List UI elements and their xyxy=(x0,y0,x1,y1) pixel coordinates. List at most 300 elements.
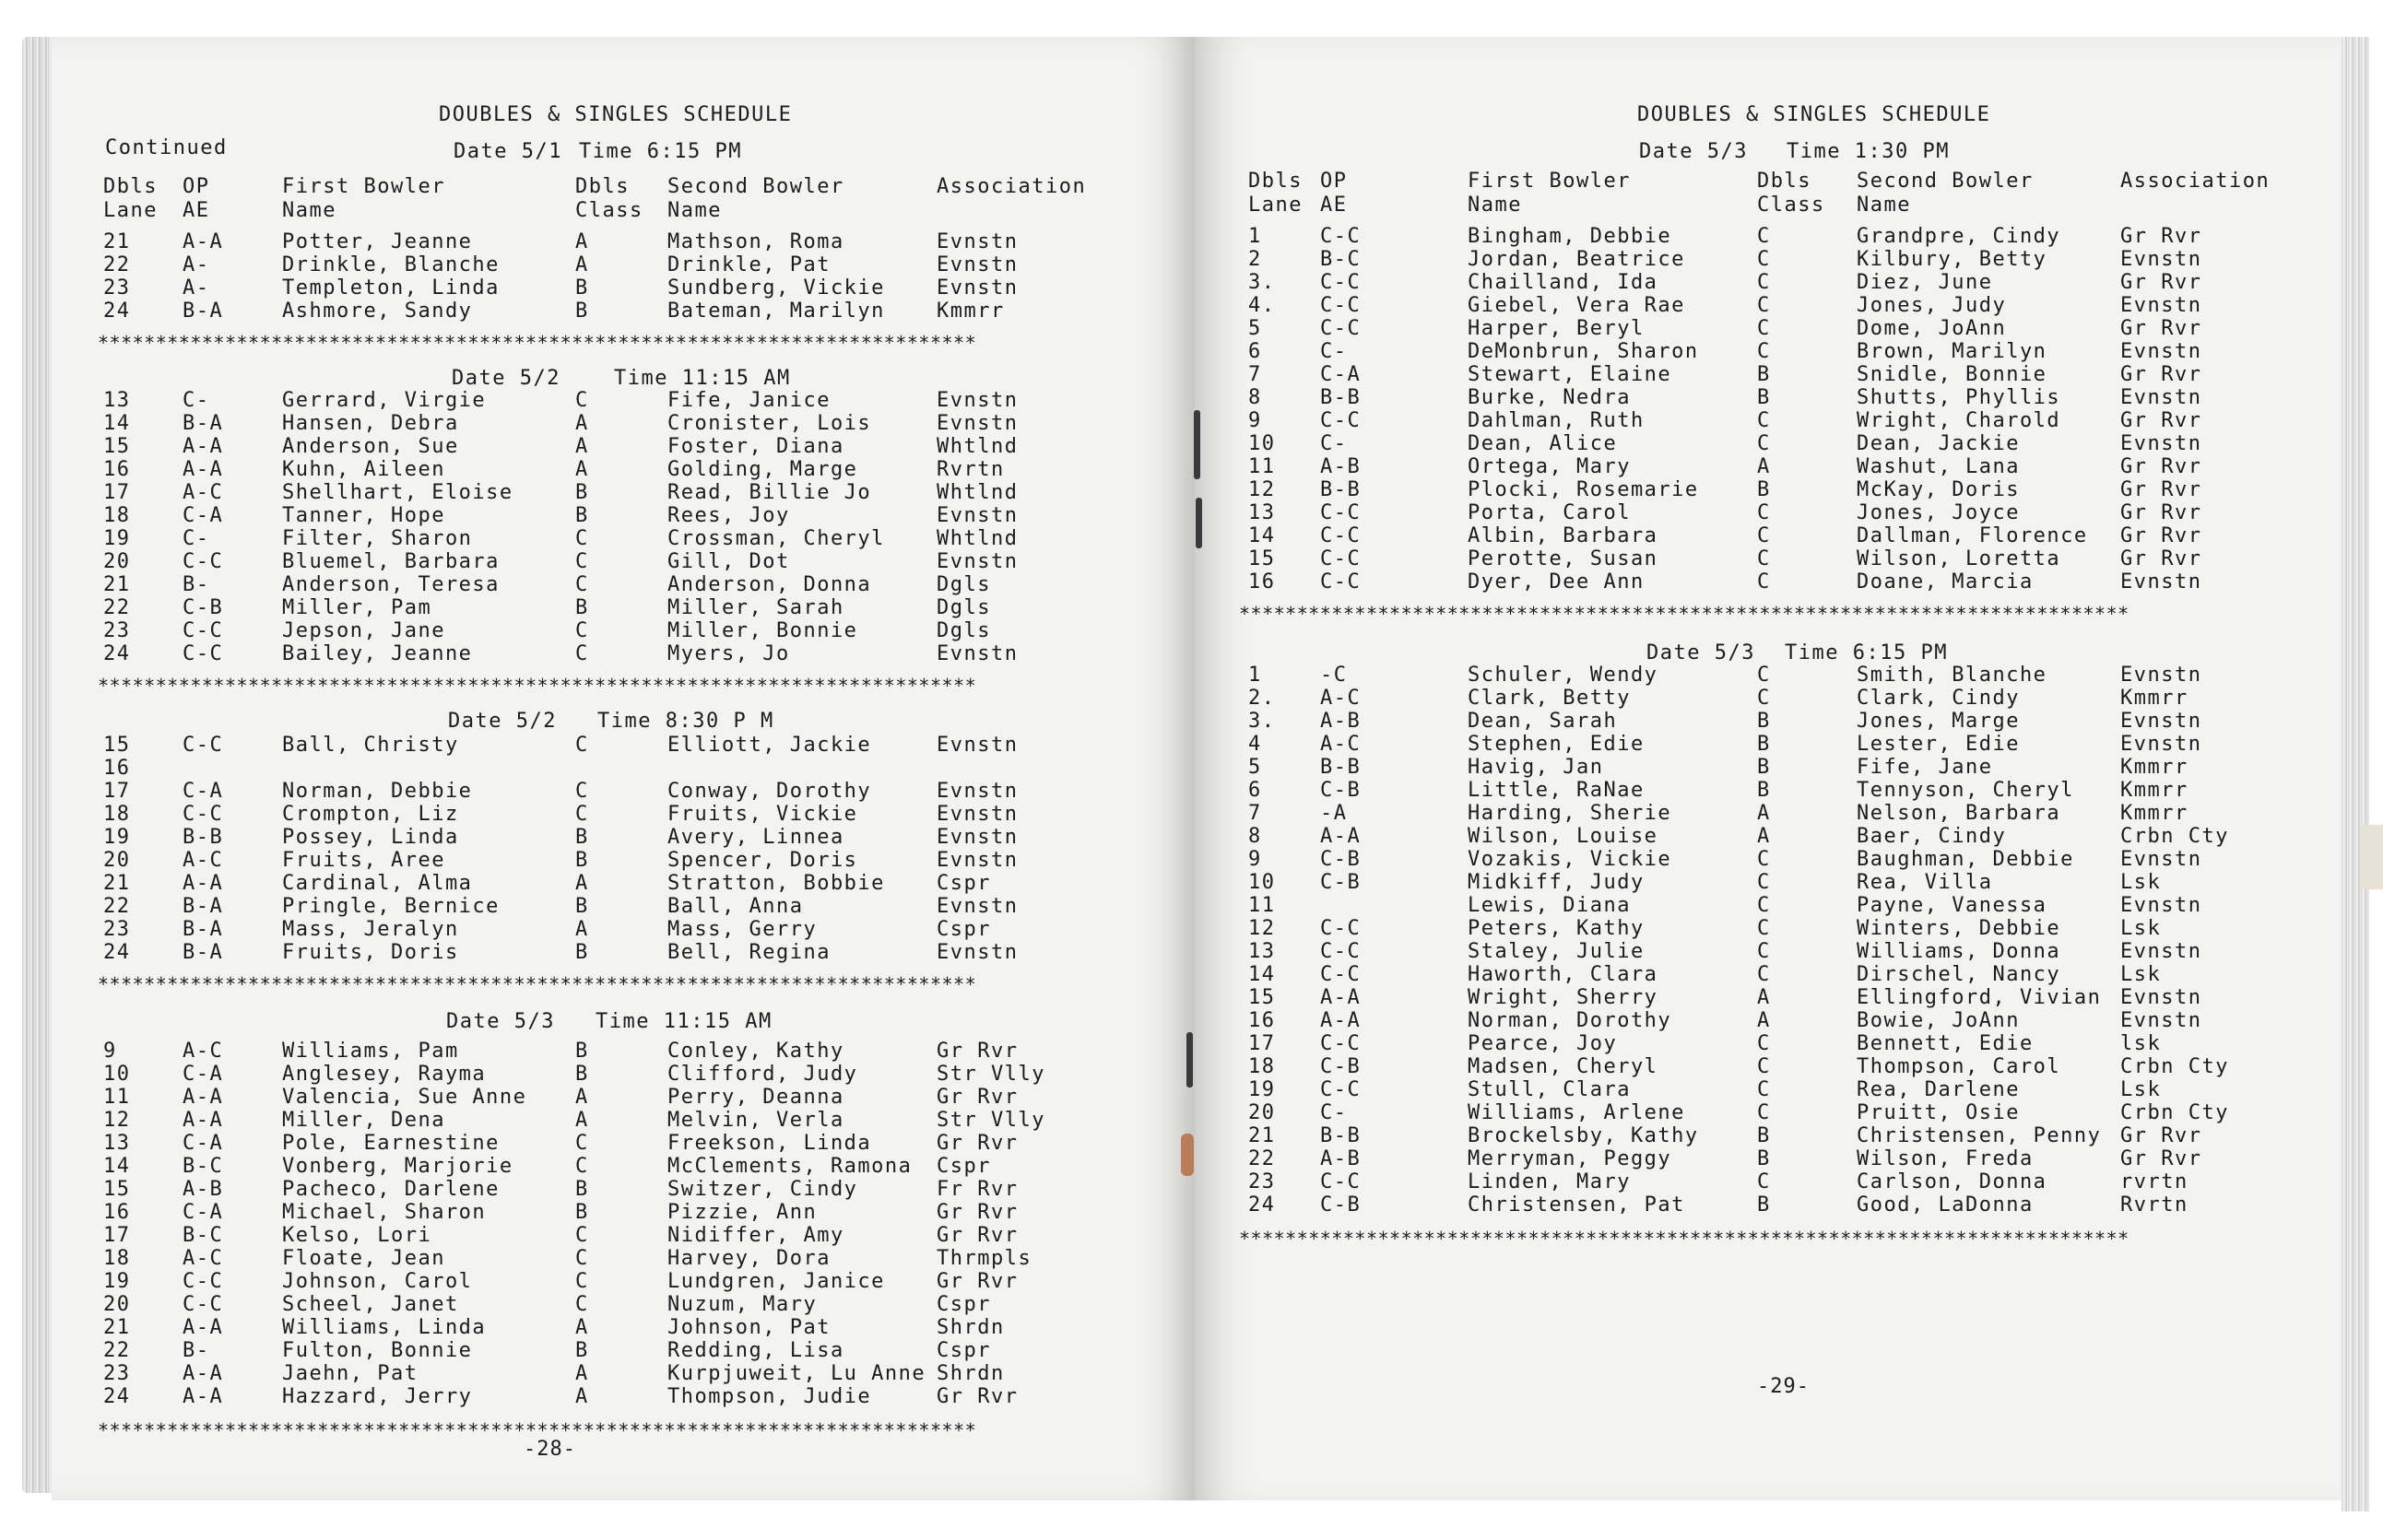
cell-assoc: Cspr xyxy=(937,1155,991,1178)
cell-second: Fruits, Vickie xyxy=(667,803,858,826)
cell-assoc: Crbn Cty xyxy=(2120,1055,2229,1078)
cell-cls: A xyxy=(1757,1009,1771,1032)
cell-first: Pole, Earnestine xyxy=(282,1132,500,1155)
cell-first: Kuhn, Aileen xyxy=(282,458,445,481)
cell-second: Brown, Marilyn xyxy=(1857,340,2047,363)
cell-op: C-C xyxy=(1320,963,1362,986)
schedule-row xyxy=(52,1063,1158,1086)
cell-first: Lewis, Diana xyxy=(1468,894,1631,917)
cell-first: Clark, Betty xyxy=(1468,687,1631,710)
cell-second: Johnson, Pat xyxy=(667,1316,831,1339)
cell-first: Staley, Julie xyxy=(1468,940,1645,963)
schedule-row xyxy=(52,596,1158,619)
cell-assoc: Evnstn xyxy=(2120,294,2202,317)
cell-first: Norman, Dorothy xyxy=(1468,1009,1672,1032)
cell-lane: 11 xyxy=(103,1086,131,1109)
cell-lane: 22 xyxy=(103,1339,131,1362)
cell-second: Bennett, Edie xyxy=(1857,1032,2034,1055)
col-header-op-line1: OP xyxy=(183,175,210,198)
cell-lane: 13 xyxy=(103,1132,131,1155)
cell-assoc: Cspr xyxy=(937,918,991,941)
cell-cls: A xyxy=(575,1362,589,1385)
cell-second: Rees, Joy xyxy=(667,504,790,527)
schedule-row xyxy=(52,1293,1158,1316)
cell-lane: 1 xyxy=(1248,225,1262,248)
cell-lane: 21 xyxy=(103,230,131,253)
cell-first: Anderson, Sue xyxy=(282,435,459,458)
cell-second: Rea, Villa xyxy=(1857,871,1993,894)
cell-lane: 2. xyxy=(1248,687,1276,710)
schedule-row xyxy=(52,826,1158,849)
cell-first: Hansen, Debra xyxy=(282,412,459,435)
cell-first: Havig, Jan xyxy=(1468,756,1604,779)
cell-first: Williams, Pam xyxy=(282,1040,459,1063)
schedule-row xyxy=(52,573,1158,596)
cell-cls: C xyxy=(1757,225,1771,248)
cell-assoc: Evnstn xyxy=(2120,432,2202,455)
cell-second: Smith, Blanche xyxy=(1857,664,2047,687)
cell-lane: 21 xyxy=(1248,1124,1276,1147)
cell-assoc: Evnstn xyxy=(2120,386,2202,409)
cell-op: C-A xyxy=(183,1063,224,1086)
cell-op: C-C xyxy=(1320,225,1362,248)
staple-top xyxy=(1194,410,1200,479)
cell-op: C-A xyxy=(1320,363,1362,386)
schedule-row xyxy=(52,803,1158,826)
cell-op: C-C xyxy=(183,1293,224,1316)
cell-assoc: Evnstn xyxy=(2120,940,2202,963)
cell-assoc: Evnstn xyxy=(937,504,1019,527)
cell-cls: B xyxy=(575,300,589,323)
cell-cls: B xyxy=(575,941,589,964)
cell-second: Stratton, Bobbie xyxy=(667,872,885,895)
cell-second: Shutts, Phyllis xyxy=(1857,386,2061,409)
cell-cls: C xyxy=(575,803,589,826)
col-header-class xyxy=(575,175,643,223)
page-29 xyxy=(1195,37,2342,1500)
cell-op: B-A xyxy=(183,300,224,323)
cell-op: C-A xyxy=(183,1201,224,1224)
cell-second: Diez, June xyxy=(1857,271,1993,294)
section-date: Date 5/2 xyxy=(448,710,557,733)
cell-second: Harvey, Dora xyxy=(667,1247,831,1270)
col-header-second-line1: Second Bowler xyxy=(1857,170,2034,193)
cell-first: Haworth, Clara xyxy=(1468,963,1658,986)
schedule-row xyxy=(52,1201,1158,1224)
cell-second: Washut, Lana xyxy=(1857,455,2020,478)
schedule-row xyxy=(52,941,1158,964)
cell-second: Fife, Jane xyxy=(1857,756,1993,779)
cell-cls: A xyxy=(575,230,589,253)
cell-cls: B xyxy=(1757,779,1771,802)
cell-cls: B xyxy=(1757,478,1771,501)
asterisk-divider: ***************************************************************************** xyxy=(1239,1228,2129,1250)
cell-lane: 4 xyxy=(1248,733,1262,756)
cell-first: Anglesey, Rayma xyxy=(282,1063,487,1086)
asterisk-divider: **************************************************************************** xyxy=(98,1419,977,1441)
cell-first: DeMonbrun, Sharon xyxy=(1468,340,1699,363)
cell-op: C-C xyxy=(183,642,224,665)
cell-op: C-C xyxy=(1320,524,1362,547)
cell-assoc: Gr Rvr xyxy=(2120,1124,2202,1147)
cell-lane: 18 xyxy=(103,803,131,826)
schedule-row xyxy=(52,1247,1158,1270)
cell-assoc: Evnstn xyxy=(2120,710,2202,733)
cell-lane: 15 xyxy=(103,734,131,757)
cell-first: Chailland, Ida xyxy=(1468,271,1658,294)
cell-assoc: Gr Rvr xyxy=(937,1201,1019,1224)
cell-first: Albin, Barbara xyxy=(1468,524,1658,547)
col-header-lane-line2: Lane xyxy=(1248,194,1303,217)
cell-cls: C xyxy=(575,527,589,550)
right-page-edges xyxy=(2342,37,2369,1511)
cell-second: Spencer, Doris xyxy=(667,849,858,872)
cell-assoc: Kmmrr xyxy=(937,300,1005,323)
cell-op: C-C xyxy=(183,1270,224,1293)
cell-cls: C xyxy=(575,642,589,665)
cell-first: Bluemel, Barbara xyxy=(282,550,500,573)
cell-second: Gill, Dot xyxy=(667,550,790,573)
cell-cls: C xyxy=(1757,524,1771,547)
cell-first: Little, RaNae xyxy=(1468,779,1645,802)
schedule-row xyxy=(52,619,1158,642)
cell-cls: A xyxy=(575,412,589,435)
schedule-row xyxy=(1195,225,2301,248)
schedule-row xyxy=(1195,1032,2301,1055)
cell-lane: 20 xyxy=(103,550,131,573)
cell-first: Potter, Jeanne xyxy=(282,230,473,253)
cell-second: Mass, Gerry xyxy=(667,918,818,941)
cell-op: C-B xyxy=(1320,779,1362,802)
cell-op: A- xyxy=(183,253,210,276)
cell-cls: C xyxy=(575,550,589,573)
cell-assoc: Evnstn xyxy=(937,895,1019,918)
cell-cls: C xyxy=(1757,1101,1771,1124)
cell-op: A-A xyxy=(183,230,224,253)
schedule-row xyxy=(1195,917,2301,940)
cell-op: C-A xyxy=(183,1132,224,1155)
cell-second: Dirschel, Nancy xyxy=(1857,963,2061,986)
cell-op: C-C xyxy=(1320,1170,1362,1193)
cell-second: Miller, Sarah xyxy=(667,596,844,619)
cell-first: Porta, Carol xyxy=(1468,501,1631,524)
cell-op: C-C xyxy=(1320,409,1362,432)
asterisk-divider: **************************************************************************** xyxy=(98,332,977,354)
cell-cls: B xyxy=(1757,733,1771,756)
schedule-row xyxy=(52,1224,1158,1247)
col-header-second xyxy=(1857,170,2034,217)
cell-assoc: Evnstn xyxy=(937,253,1019,276)
cell-assoc: Kmmrr xyxy=(2120,756,2188,779)
cell-first: Pacheco, Darlene xyxy=(282,1178,500,1201)
cell-lane: 10 xyxy=(103,1063,131,1086)
cell-assoc: Thrmpls xyxy=(937,1247,1032,1270)
cell-first: Jepson, Jane xyxy=(282,619,445,642)
cell-assoc: Str Vlly xyxy=(937,1063,1045,1086)
cell-cls: B xyxy=(1757,363,1771,386)
cell-op: A-A xyxy=(183,458,224,481)
cell-op: C-C xyxy=(1320,294,1362,317)
cell-lane: 18 xyxy=(1248,1055,1276,1078)
cell-op: C-C xyxy=(1320,501,1362,524)
cell-second: Christensen, Penny xyxy=(1857,1124,2102,1147)
cell-lane: 17 xyxy=(103,780,131,803)
cell-second: Dean, Jackie xyxy=(1857,432,2020,455)
schedule-row xyxy=(52,1086,1158,1109)
cell-cls: C xyxy=(1757,871,1771,894)
staple-bottom xyxy=(1186,1032,1193,1087)
cell-first: Fruits, Doris xyxy=(282,941,459,964)
section-time: Time 11:15 AM xyxy=(596,1010,773,1033)
cell-assoc: Dgls xyxy=(937,573,991,596)
cell-first: Madsen, Cheryl xyxy=(1468,1055,1658,1078)
cell-lane: 12 xyxy=(103,1109,131,1132)
col-header-association: Association xyxy=(937,175,1087,198)
cell-op: C-C xyxy=(1320,1032,1362,1055)
cell-lane: 22 xyxy=(103,253,131,276)
cell-cls: C xyxy=(1757,294,1771,317)
cell-cls: C xyxy=(575,734,589,757)
cell-lane: 20 xyxy=(1248,1101,1276,1124)
cell-assoc: Evnstn xyxy=(937,230,1019,253)
cell-cls: B xyxy=(1757,1124,1771,1147)
cell-first: Plocki, Rosemarie xyxy=(1468,478,1699,501)
asterisk-divider: **************************************************************************** xyxy=(98,675,977,697)
cell-second: Jones, Joyce xyxy=(1857,501,2020,524)
cell-first: Anderson, Teresa xyxy=(282,573,500,596)
cell-op: C-B xyxy=(1320,1193,1362,1217)
cell-op: B-A xyxy=(183,941,224,964)
cell-op: C- xyxy=(1320,340,1348,363)
cell-lane: 18 xyxy=(103,504,131,527)
cell-cls: A xyxy=(575,1086,589,1109)
cell-cls: A xyxy=(1757,455,1771,478)
schedule-row xyxy=(1195,1170,2301,1193)
cell-cls: A xyxy=(575,1109,589,1132)
cell-second: Read, Billie Jo xyxy=(667,481,872,504)
cell-op: B-B xyxy=(1320,1124,1362,1147)
cell-second: Baughman, Debbie xyxy=(1857,848,2074,871)
cell-assoc: Gr Rvr xyxy=(2120,478,2202,501)
cell-lane: 19 xyxy=(103,1270,131,1293)
schedule-row xyxy=(1195,940,2301,963)
schedule-row xyxy=(52,1155,1158,1178)
cell-assoc: Evnstn xyxy=(937,780,1019,803)
cell-lane: 21 xyxy=(103,1316,131,1339)
cell-second: Nelson, Barbara xyxy=(1857,802,2061,825)
schedule-row xyxy=(52,276,1158,300)
cell-assoc: Gr Rvr xyxy=(2120,501,2202,524)
cell-cls: B xyxy=(1757,756,1771,779)
cell-cls: C xyxy=(1757,409,1771,432)
cell-cls: A xyxy=(575,1316,589,1339)
cell-lane: 22 xyxy=(1248,1147,1276,1170)
cell-second: Avery, Linnea xyxy=(667,826,844,849)
cell-assoc: Lsk xyxy=(2120,963,2162,986)
cell-op: B-A xyxy=(183,918,224,941)
cell-lane: 21 xyxy=(103,872,131,895)
cell-op: B- xyxy=(183,1339,210,1362)
section-date: Date 5/3 xyxy=(446,1010,555,1033)
cell-cls: B xyxy=(1757,1193,1771,1217)
cell-assoc: Gr Rvr xyxy=(2120,363,2202,386)
col-header-first-line2: Name xyxy=(282,199,336,222)
cell-second: Bateman, Marilyn xyxy=(667,300,885,323)
cell-cls: B xyxy=(575,481,589,504)
cell-op: B-B xyxy=(183,826,224,849)
cell-assoc: Cspr xyxy=(937,1293,991,1316)
cell-assoc: Gr Rvr xyxy=(937,1270,1019,1293)
cell-first: Dyer, Dee Ann xyxy=(1468,570,1645,594)
cell-second: Dallman, Florence xyxy=(1857,524,2088,547)
cell-cls: B xyxy=(575,895,589,918)
cell-op: C-B xyxy=(183,596,224,619)
cell-first: Templeton, Linda xyxy=(282,276,500,300)
col-header-first xyxy=(282,175,445,223)
cell-op: -A xyxy=(1320,802,1348,825)
schedule-row xyxy=(52,872,1158,895)
cell-op: C-C xyxy=(1320,917,1362,940)
cell-lane: 23 xyxy=(103,918,131,941)
cell-first: Dean, Alice xyxy=(1468,432,1618,455)
cell-op: C-B xyxy=(1320,871,1362,894)
cell-op: C-B xyxy=(1320,848,1362,871)
cell-lane: 18 xyxy=(103,1247,131,1270)
cell-cls: C xyxy=(575,1247,589,1270)
schedule-row xyxy=(52,504,1158,527)
cell-op: A-C xyxy=(183,1247,224,1270)
cell-op: B-B xyxy=(1320,478,1362,501)
cell-assoc: Rvrtn xyxy=(937,458,1005,481)
page-28 xyxy=(52,37,1195,1500)
cell-first: Jaehn, Pat xyxy=(282,1362,419,1385)
cell-assoc: Evnstn xyxy=(2120,848,2202,871)
cell-lane: 15 xyxy=(103,1178,131,1201)
cell-cls: C xyxy=(1757,687,1771,710)
cell-cls: A xyxy=(1757,802,1771,825)
cell-assoc: Evnstn xyxy=(937,642,1019,665)
col-header-class-line2: Class xyxy=(575,199,643,222)
schedule-row xyxy=(1195,524,2301,547)
cell-assoc: Evnstn xyxy=(937,734,1019,757)
cell-lane: 12 xyxy=(1248,917,1276,940)
col-header-first-line2: Name xyxy=(1468,194,1522,217)
cell-cls: B xyxy=(575,1040,589,1063)
cell-first: Pearce, Joy xyxy=(1468,1032,1618,1055)
cell-second: Bowie, JoAnn xyxy=(1857,1009,2020,1032)
cell-lane: 10 xyxy=(1248,871,1276,894)
cell-cls: C xyxy=(1757,894,1771,917)
cell-assoc: Gr Rvr xyxy=(937,1224,1019,1247)
schedule-row xyxy=(1195,848,2301,871)
cell-lane: 24 xyxy=(103,1385,131,1408)
cell-cls: C xyxy=(575,1270,589,1293)
page-number: -28- xyxy=(524,1438,576,1461)
cell-first: Ashmore, Sandy xyxy=(282,300,473,323)
cell-op: A-A xyxy=(183,872,224,895)
schedule-row xyxy=(52,300,1158,323)
schedule-row xyxy=(1195,825,2301,848)
cell-assoc: Crbn Cty xyxy=(2120,1101,2229,1124)
cell-assoc: Kmmrr xyxy=(2120,779,2188,802)
cell-op: A-B xyxy=(183,1178,224,1201)
continued-label: Continued xyxy=(105,136,228,159)
cell-op: A-A xyxy=(183,1385,224,1408)
schedule-row xyxy=(1195,710,2301,733)
cell-assoc: Lsk xyxy=(2120,1078,2162,1101)
cell-first: Fruits, Aree xyxy=(282,849,445,872)
cell-op: A-B xyxy=(1320,1147,1362,1170)
cell-lane: 17 xyxy=(103,481,131,504)
cell-assoc: Evnstn xyxy=(2120,340,2202,363)
schedule-row xyxy=(1195,894,2301,917)
schedule-row xyxy=(52,895,1158,918)
section-date: Date 5/3 xyxy=(1646,641,1755,664)
cell-op: B- xyxy=(183,573,210,596)
cell-assoc: Shrdn xyxy=(937,1316,1005,1339)
cell-first: Williams, Linda xyxy=(282,1316,487,1339)
cell-second: Tennyson, Cheryl xyxy=(1857,779,2074,802)
cell-first: Kelso, Lori xyxy=(282,1224,432,1247)
cell-lane: 19 xyxy=(1248,1078,1276,1101)
cell-lane: 8 xyxy=(1248,825,1262,848)
cell-second: Rea, Darlene xyxy=(1857,1078,2020,1101)
cell-lane: 19 xyxy=(103,826,131,849)
cell-second: Myers, Jo xyxy=(667,642,790,665)
cell-second: Foster, Diana xyxy=(667,435,844,458)
cell-second: Perry, Deanna xyxy=(667,1086,844,1109)
cell-second: Winters, Debbie xyxy=(1857,917,2061,940)
cell-assoc: Gr Rvr xyxy=(937,1040,1019,1063)
col-header-first-line1: First Bowler xyxy=(282,175,445,198)
cell-op: C-A xyxy=(183,780,224,803)
cell-second: Anderson, Donna xyxy=(667,573,872,596)
col-header-op xyxy=(1320,170,1348,217)
cell-op: A-A xyxy=(1320,1009,1362,1032)
cell-assoc: Crbn Cty xyxy=(2120,825,2229,848)
cell-lane: 16 xyxy=(103,757,131,780)
cell-cls: C xyxy=(1757,1032,1771,1055)
cell-op: C-B xyxy=(1320,1055,1362,1078)
schedule-row xyxy=(1195,432,2301,455)
cell-op: B-B xyxy=(1320,756,1362,779)
cell-second: Jones, Judy xyxy=(1857,294,2007,317)
schedule-row xyxy=(52,550,1158,573)
cell-first: Valencia, Sue Anne xyxy=(282,1086,527,1109)
cell-second: Wilson, Freda xyxy=(1857,1147,2034,1170)
cell-op: A-A xyxy=(183,1109,224,1132)
section-time: Time 6:15 PM xyxy=(1785,641,1948,664)
schedule-row xyxy=(52,734,1158,757)
cell-first: Harper, Beryl xyxy=(1468,317,1645,340)
col-header-class xyxy=(1757,170,1825,217)
cell-lane: 21 xyxy=(103,573,131,596)
cell-lane: 15 xyxy=(1248,986,1276,1009)
page-header: DOUBLES & SINGLES SCHEDULE xyxy=(439,103,793,126)
cell-lane: 23 xyxy=(103,276,131,300)
cell-lane: 9 xyxy=(1248,409,1262,432)
schedule-row xyxy=(1195,986,2301,1009)
cell-lane: 12 xyxy=(1248,478,1276,501)
cell-cls: C xyxy=(1757,1170,1771,1193)
cell-assoc: Shrdn xyxy=(937,1362,1005,1385)
schedule-row xyxy=(1195,501,2301,524)
cell-cls: A xyxy=(1757,986,1771,1009)
schedule-row xyxy=(52,780,1158,803)
cell-assoc: Evnstn xyxy=(2120,733,2202,756)
col-header-op-line2: AE xyxy=(1320,194,1348,217)
cell-first: Jordan, Beatrice xyxy=(1468,248,1685,271)
